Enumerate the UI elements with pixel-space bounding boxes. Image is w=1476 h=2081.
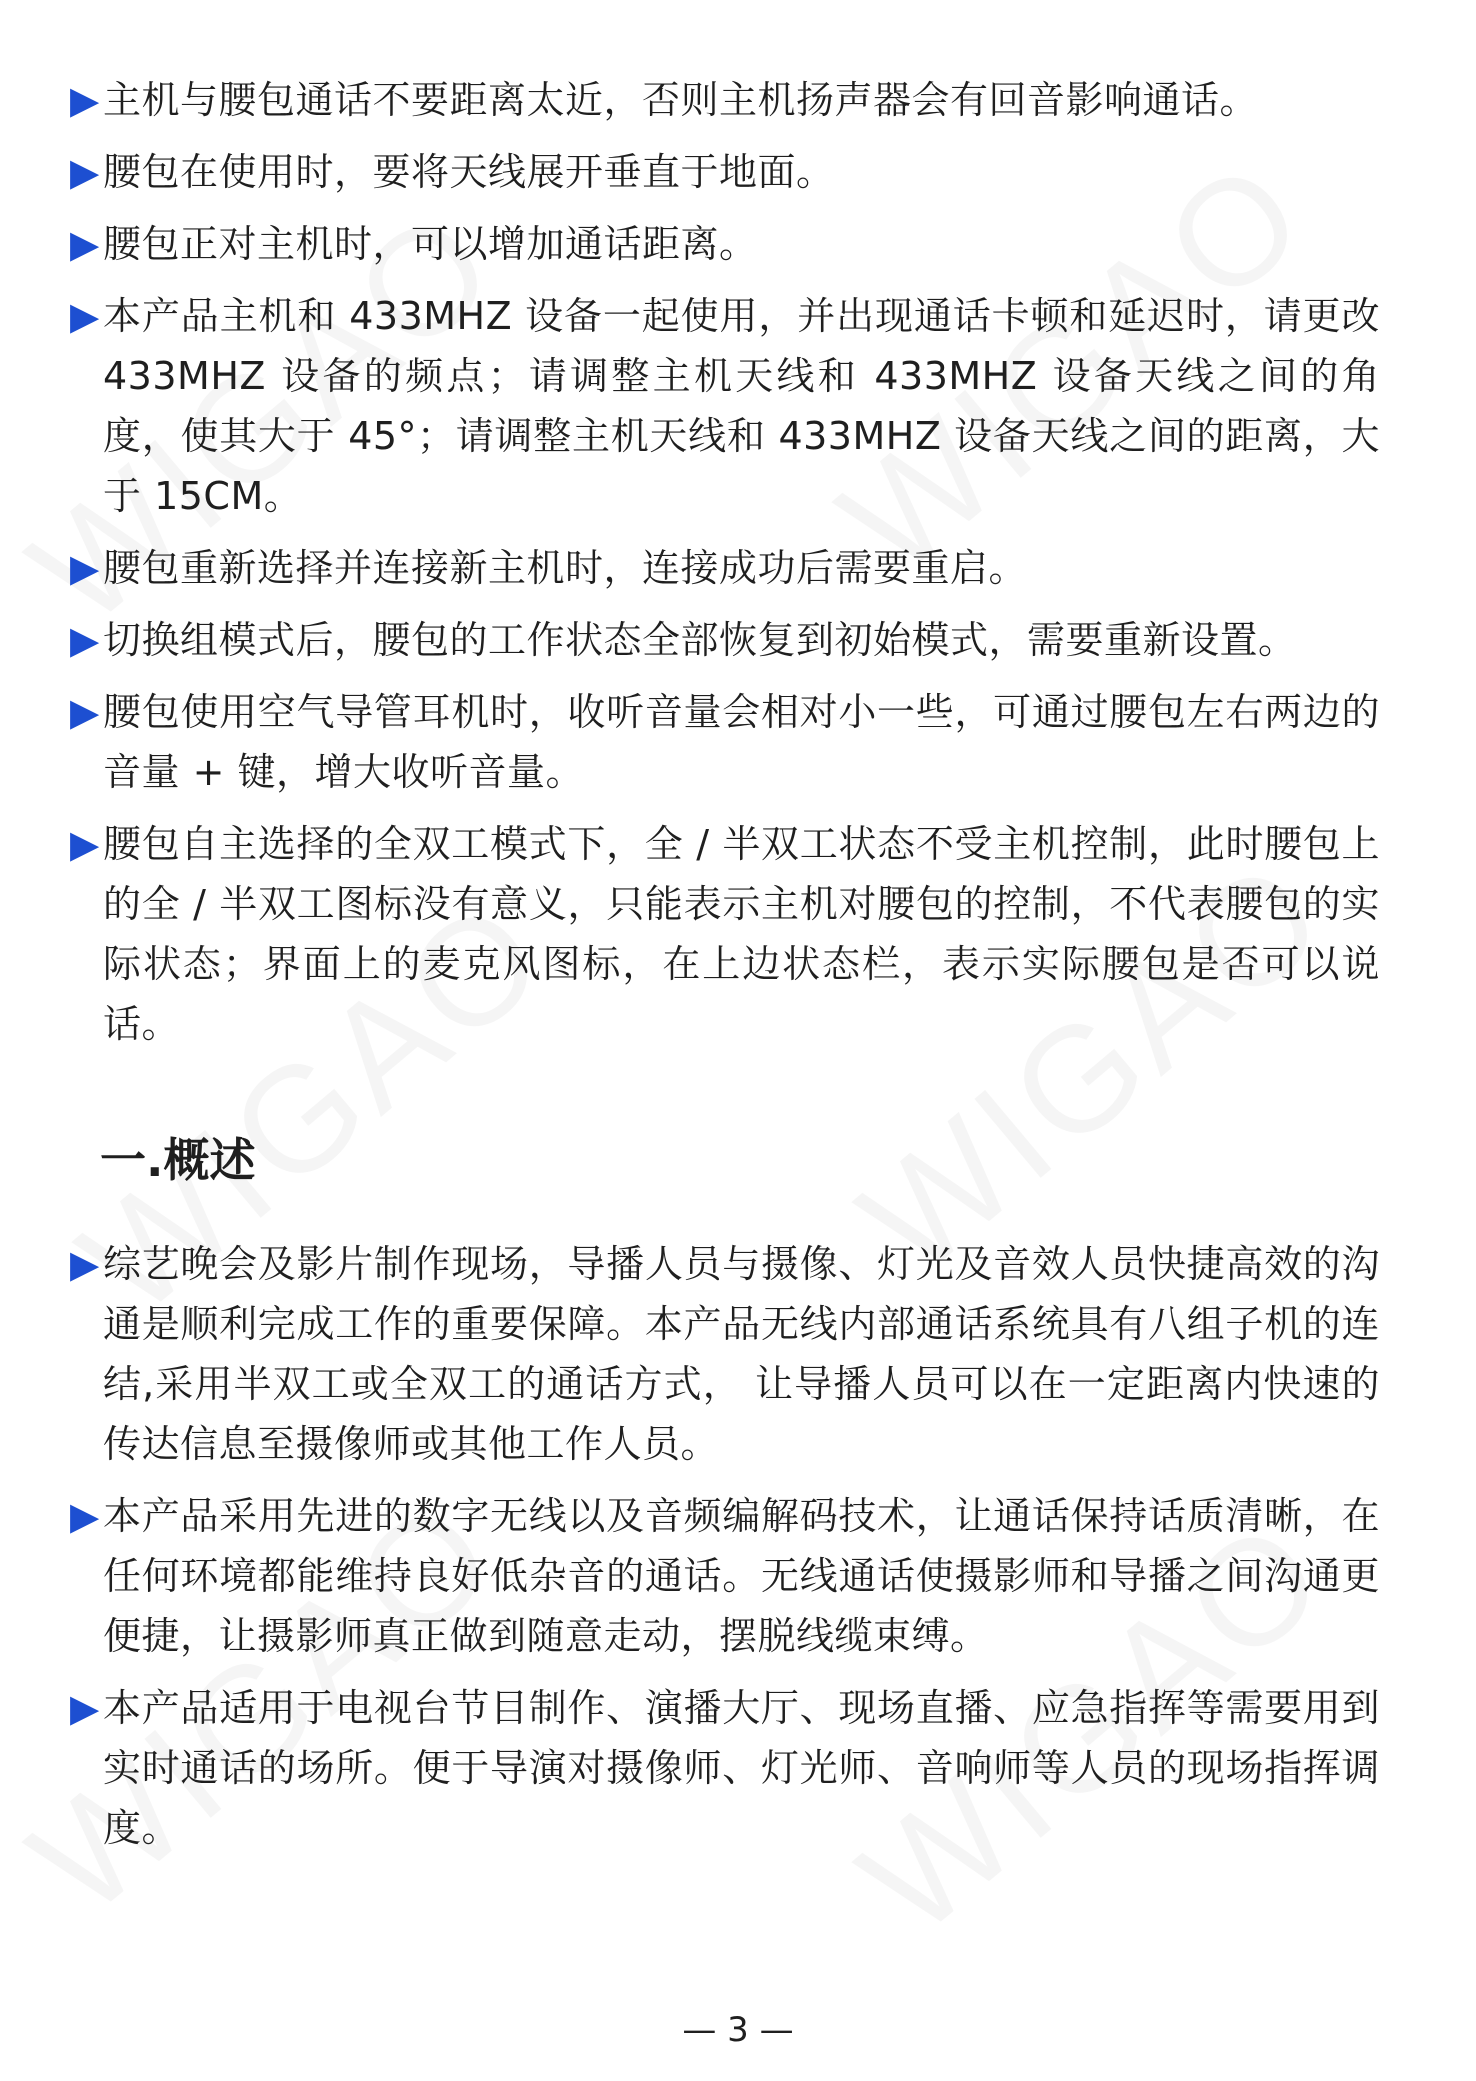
overview-item [70, 1486, 1380, 1666]
note-item [70, 70, 1380, 130]
note-text: 腰包在使用时，要将天线展开垂直于地面。 [103, 150, 835, 194]
section-heading: 一.概述 [100, 1133, 256, 1187]
overview-text: 综艺晚会及影片制作现场，导播人员与摄像、灯光及音效人员快捷高效的沟通是顺利完成工作的重要保障。本产品无线内部通话系统具有八组子机的连结,采用半双工或全双工的通话方式， 让导播人员可以在一定距离内快速的传达信息至摄像师或其他工作人员。 [103, 1242, 1380, 1466]
note-text: 腰包自主选择的全双工模式下，全 / 半双工状态不受主机控制，此时腰包上的全 / 半双工图标没有意义，只能表示主机对腰包的控制，不代表腰包的实际状态；界面上的麦克风图标，在上边状态栏，表示实际腰包是否可以说话。 [103, 822, 1380, 1046]
bullet-arrow-icon: ▶ [70, 294, 100, 338]
note-item [70, 610, 1380, 670]
note-text: 本产品主机和 433MHZ 设备一起使用，并出现通话卡顿和延迟时，请更改 433MHZ 设备的频点；请调整主机天线和 433MHZ 设备天线之间的角度，使其大于 45°；请调整主机天线和 433MHZ 设备天线之间的距离，大于 15CM。 [103, 294, 1380, 518]
bullet-arrow-icon: ▶ [70, 78, 100, 122]
note-text: 腰包使用空气导管耳机时，收听音量会相对小一些，可通过腰包左右两边的音量 + 键，增大收听音量。 [103, 690, 1380, 794]
note-item [70, 814, 1380, 1054]
bullet-arrow-icon: ▶ [70, 690, 100, 734]
note-text: 腰包重新选择并连接新主机时，连接成功后需要重启。 [103, 546, 1028, 590]
overview-item [70, 1678, 1380, 1858]
bullet-arrow-icon: ▶ [70, 618, 100, 662]
note-text: 切换组模式后，腰包的工作状态全部恢复到初始模式，需要重新设置。 [103, 618, 1297, 662]
overview-text: 本产品采用先进的数字无线以及音频编解码技术，让通话保持话质清晰，在任何环境都能维持良好低杂音的通话。无线通话使摄影师和导播之间沟通更便捷，让摄影师真正做到随意走动，摆脱线缆束缚。 [103, 1494, 1380, 1658]
bullet-arrow-icon: ▶ [70, 222, 100, 266]
bullet-arrow-icon: ▶ [70, 822, 100, 866]
page-number: — 3 — [682, 2010, 794, 2050]
overview-text: 本产品适用于电视台节目制作、演播大厅、现场直播、应急指挥等需要用到实时通话的场所。便于导演对摄像师、灯光师、音响师等人员的现场指挥调度。 [103, 1686, 1380, 1850]
bullet-arrow-icon: ▶ [70, 546, 100, 590]
bullet-arrow-icon: ▶ [70, 1686, 100, 1730]
note-item [70, 286, 1380, 526]
note-item [70, 682, 1380, 802]
note-item [70, 214, 1380, 274]
overview-item [70, 1234, 1380, 1474]
note-text: 腰包正对主机时，可以增加通话距离。 [103, 222, 758, 266]
note-item [70, 538, 1380, 598]
bullet-arrow-icon: ▶ [70, 1494, 100, 1538]
bullet-arrow-icon: ▶ [70, 150, 100, 194]
note-text: 主机与腰包通话不要距离太近，否则主机扬声器会有回音影响通话。 [103, 78, 1259, 122]
bullet-arrow-icon: ▶ [70, 1242, 100, 1286]
note-item [70, 142, 1380, 202]
